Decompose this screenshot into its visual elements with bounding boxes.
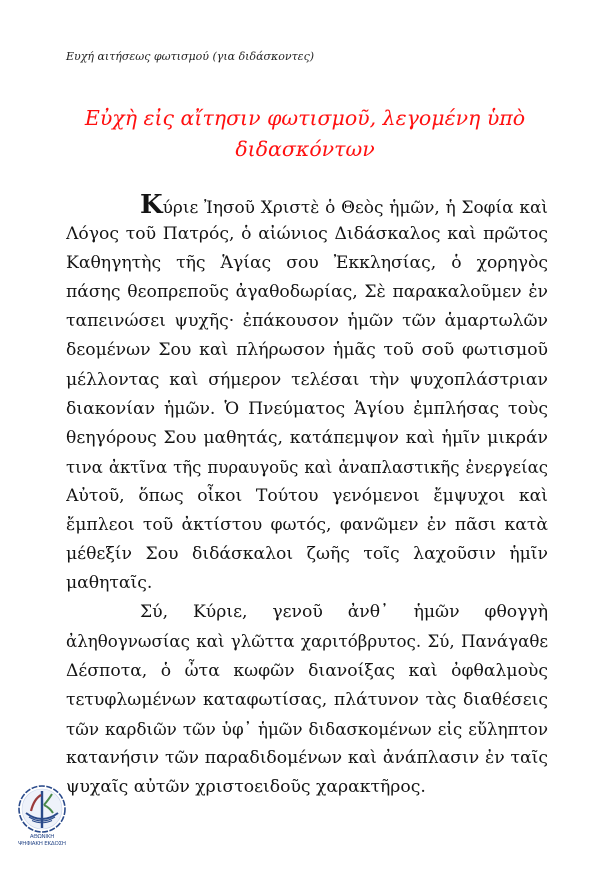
text-line: τετυφλωμένων καταφωτίσας, πλάτυνον τὰς διαθέσεις — [66, 689, 548, 710]
prayer-title-line-1: Εὐχὴ εἰς αἴτησιν φωτισμοῦ, λεγομένη ὑπὸ — [84, 106, 526, 130]
logo-text-line-1: ΑΘΩΝΙΚΗ — [29, 834, 55, 840]
text-line: ψυχαῖς αὐτῶν χριστοειδοῦς χαρακτῆρος. — [66, 776, 426, 797]
drop-cap: Κ — [140, 191, 163, 220]
text-line: μαθηταῖς. — [66, 573, 153, 594]
text-line: μέθεξίν Σου διδάσκαλοι ζωῆς τοῖς λαχοῦσιν ἡμῖν — [66, 544, 548, 565]
text-line: Δέσποτα, ὁ ὦτα κωφῶν διανοίξας καὶ ὀφθαλμοὺς — [66, 660, 548, 681]
text-line: Αὐτοῦ, ὅπως οἶκοι Τούτου γενόμενοι ἔμψυχοι καὶ — [66, 485, 548, 506]
text-line: ταπεινώσει ψυχῆς· ἐπάκουσον ἡμῶν τῶν ἁμαρτωλῶν — [66, 311, 548, 332]
text-line: ἔμπλεοι τοῦ ἀκτίστου φωτός, φανῶμεν ἐν πᾶσι κατὰ — [66, 515, 548, 536]
text-line: ἀληθογνωσίας καὶ γλῶττα χαριτόβρυτος. Σύ, Πανάγαθε — [66, 632, 548, 652]
paragraph-1 — [66, 191, 548, 598]
text-line — [66, 191, 548, 220]
logo-badge-icon — [19, 786, 65, 832]
text-line: τῶν καρδιῶν τῶν ὑφ᾿ ἡμῶν διδασκομένων εἰς εὔληπτον — [66, 719, 548, 739]
text-line: θεηγόρους Σου μαθητάς, κατάπεμψον καὶ ἡμῖν μικράν — [66, 427, 548, 448]
text-line: διακονίαν ἡμῶν. Ὁ Πνεύματος Ἁγίου ἐμπλήσας τοὺς — [66, 398, 548, 419]
running-head: Ευχή αιτήσεως φωτισμού (για διδάσκοντες) — [66, 50, 315, 63]
prayer-title-line-2: διδασκόντων — [235, 137, 375, 161]
prayer-body — [66, 191, 548, 802]
text-line: δεομένων Σου καὶ πλήρωσον ἡμᾶς τοῦ σοῦ φωτισμοῦ — [66, 340, 548, 361]
text-line: Καθηγητὴς τῆς Ἁγίας σου Ἐκκλησίας, ὁ χορηγὸς — [66, 253, 548, 274]
text-line: μέλλοντας καὶ σήμερον τελέσαι τὴν ψυχοπλάστριαν — [66, 369, 548, 390]
text-line: κατανήσιν τῶν παραδιδομένων καὶ ἀνάπλασιν ἐν ταῖς — [66, 747, 548, 768]
paragraph-2 — [66, 598, 548, 802]
publisher-logo-text — [14, 834, 70, 848]
text-line: Λόγος τοῦ Πατρός, ὁ αἰώνιος Διδάσκαλος καὶ πρῶτος — [66, 224, 548, 245]
text-line-content: ύριε Ἰησοῦ Χριστὲ ὁ Θεὸς ἡμῶν, ἡ Σοφία καὶ — [162, 197, 548, 217]
text-line: πάσης θεοπρεποῦς ἀγαθοδωρίας, Σὲ παρακαλοῦμεν ἐν — [66, 282, 548, 303]
text-line: τινα ἀκτῖνα τῆς πυραυγοῦς καὶ ἀναπλαστικῆς ἐνεργείας — [66, 457, 548, 477]
text-line: Σύ, Κύριε, γενοῦ ἀνθ᾿ ἡμῶν φθογγὴ — [140, 602, 548, 623]
logo-text-line-2: ΨΗΦΙΑΚΗ ΕΚΔΟΣΗ — [18, 841, 66, 847]
prayer-title — [60, 103, 550, 165]
